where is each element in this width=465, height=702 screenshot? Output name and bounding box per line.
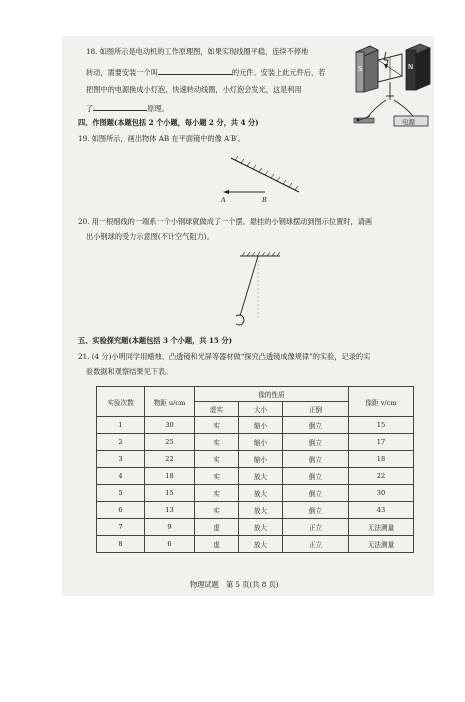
q18-line2: 转动，需要安装一个叫 的元件。安装上此元件后，若	[86, 68, 326, 77]
table-cell: 2	[97, 434, 145, 451]
battery-label: 电源	[402, 118, 415, 126]
q18-line3: 把图中的电源换成小灯泡，快速转动线圈，小灯泡会发光，这是利用	[86, 85, 302, 94]
table-cell: 无法测量	[349, 536, 414, 553]
table-cell: 7	[97, 519, 145, 536]
table-cell: 倒立	[283, 417, 349, 434]
table-body	[97, 417, 414, 553]
table-cell: 缩小	[239, 434, 283, 451]
table-row	[97, 417, 414, 434]
table-cell: 倒立	[283, 451, 349, 468]
table-cell: 实	[195, 485, 239, 502]
table-cell: 17	[349, 434, 414, 451]
motor-figure	[350, 38, 432, 133]
table-cell: 缩小	[239, 451, 283, 468]
table-cell: 18	[349, 451, 414, 468]
table-cell: 43	[349, 502, 414, 519]
table-row	[97, 502, 414, 519]
table-cell: 实	[195, 502, 239, 519]
table-row	[97, 519, 414, 536]
table-cell: 缩小	[239, 417, 283, 434]
table-cell: 5	[97, 485, 145, 502]
table-cell: 无法测量	[349, 519, 414, 536]
section4-title: 四、作图题(本题包括 2 个小题，每小题 2 分，共 4 分)	[78, 118, 259, 127]
table-cell: 13	[145, 502, 195, 519]
table-cell: 22	[145, 451, 195, 468]
header-trial: 实验次数	[97, 387, 145, 417]
q18-blank-2[interactable]	[93, 102, 147, 111]
q21-line2: 验数据和观察结果见下表。	[86, 367, 173, 376]
q19-text: 19. 如图所示，画出物体 AB 在平面镜中的像 A′B′。	[78, 134, 245, 143]
table-cell: 30	[349, 485, 414, 502]
table-row	[97, 451, 414, 468]
table-row	[97, 434, 414, 451]
table-cell: 倒立	[283, 434, 349, 451]
header-size: 大小	[239, 402, 283, 417]
header-real-virtual: 虚实	[195, 402, 239, 417]
table-cell: 22	[349, 468, 414, 485]
table-cell: 15	[145, 485, 195, 502]
table-cell: 倒立	[283, 485, 349, 502]
table-cell: 实	[195, 468, 239, 485]
q21-line1: 21. (4 分)小明同学用蜡烛、凸透镜和光屏等器材做“探究凸透镜成像规律”的实验，记录的实	[78, 352, 371, 361]
table-cell: 15	[349, 417, 414, 434]
table-cell: 实	[195, 417, 239, 434]
pendulum-figure	[236, 250, 286, 330]
table-cell: 9	[145, 519, 195, 536]
table-cell: 30	[145, 417, 195, 434]
point-a-label: A	[221, 196, 226, 204]
header-object-distance: 物距 u/cm	[145, 387, 195, 417]
table-row	[97, 485, 414, 502]
table-cell: 8	[97, 536, 145, 553]
section5-title: 五、实验探究题(本题包括 3 个小题，共 15 分)	[78, 336, 233, 345]
table-cell: 18	[145, 468, 195, 485]
q18-line4: 了 原理。	[86, 104, 169, 113]
table-cell: 1	[97, 417, 145, 434]
table-cell: 放大	[239, 536, 283, 553]
header-orientation: 正倒	[283, 402, 349, 417]
steel-ball	[236, 315, 244, 325]
table-cell: 实	[195, 434, 239, 451]
table-cell: 实	[195, 451, 239, 468]
table-cell: 放大	[239, 485, 283, 502]
table-cell: 25	[145, 434, 195, 451]
magnet-n-label: N	[408, 63, 414, 71]
header-image-nature: 像的性质	[195, 387, 349, 402]
table-cell: 倒立	[283, 468, 349, 485]
table-cell: 6	[97, 502, 145, 519]
table-cell: 放大	[239, 502, 283, 519]
table-cell: 3	[97, 451, 145, 468]
q20-line2: 出小钢球的受力示意图(不计空气阻力)。	[86, 232, 214, 241]
table-cell: 4	[97, 468, 145, 485]
table-cell: 放大	[239, 519, 283, 536]
table-row	[97, 536, 414, 553]
header-image-distance: 像距 v/cm	[349, 387, 414, 417]
mirror-figure	[215, 152, 305, 207]
table-cell: 6	[145, 536, 195, 553]
q18-line1: 18. 如图所示是电动机的工作原理图，如果实现线圈平稳，连续不停地	[86, 47, 309, 56]
lens-experiment-table	[96, 386, 414, 553]
table-cell: 正立	[283, 536, 349, 553]
q20-line1: 20. 用一根细线的一端系一个小钢球就做成了一个摆。悬挂的小钢球摆动到图示位置时，请画	[78, 217, 373, 226]
page-footer: 物理试题 第 5 页(共 8 页)	[190, 580, 279, 589]
point-b-label: B	[262, 196, 267, 204]
table-cell: 倒立	[283, 502, 349, 519]
table-row	[97, 468, 414, 485]
q18-blank-1[interactable]	[158, 66, 232, 75]
table-cell: 虚	[195, 536, 239, 553]
table-cell: 虚	[195, 519, 239, 536]
table-cell: 放大	[239, 468, 283, 485]
table-cell: 正立	[283, 519, 349, 536]
magnet-s-label: S	[358, 65, 363, 73]
